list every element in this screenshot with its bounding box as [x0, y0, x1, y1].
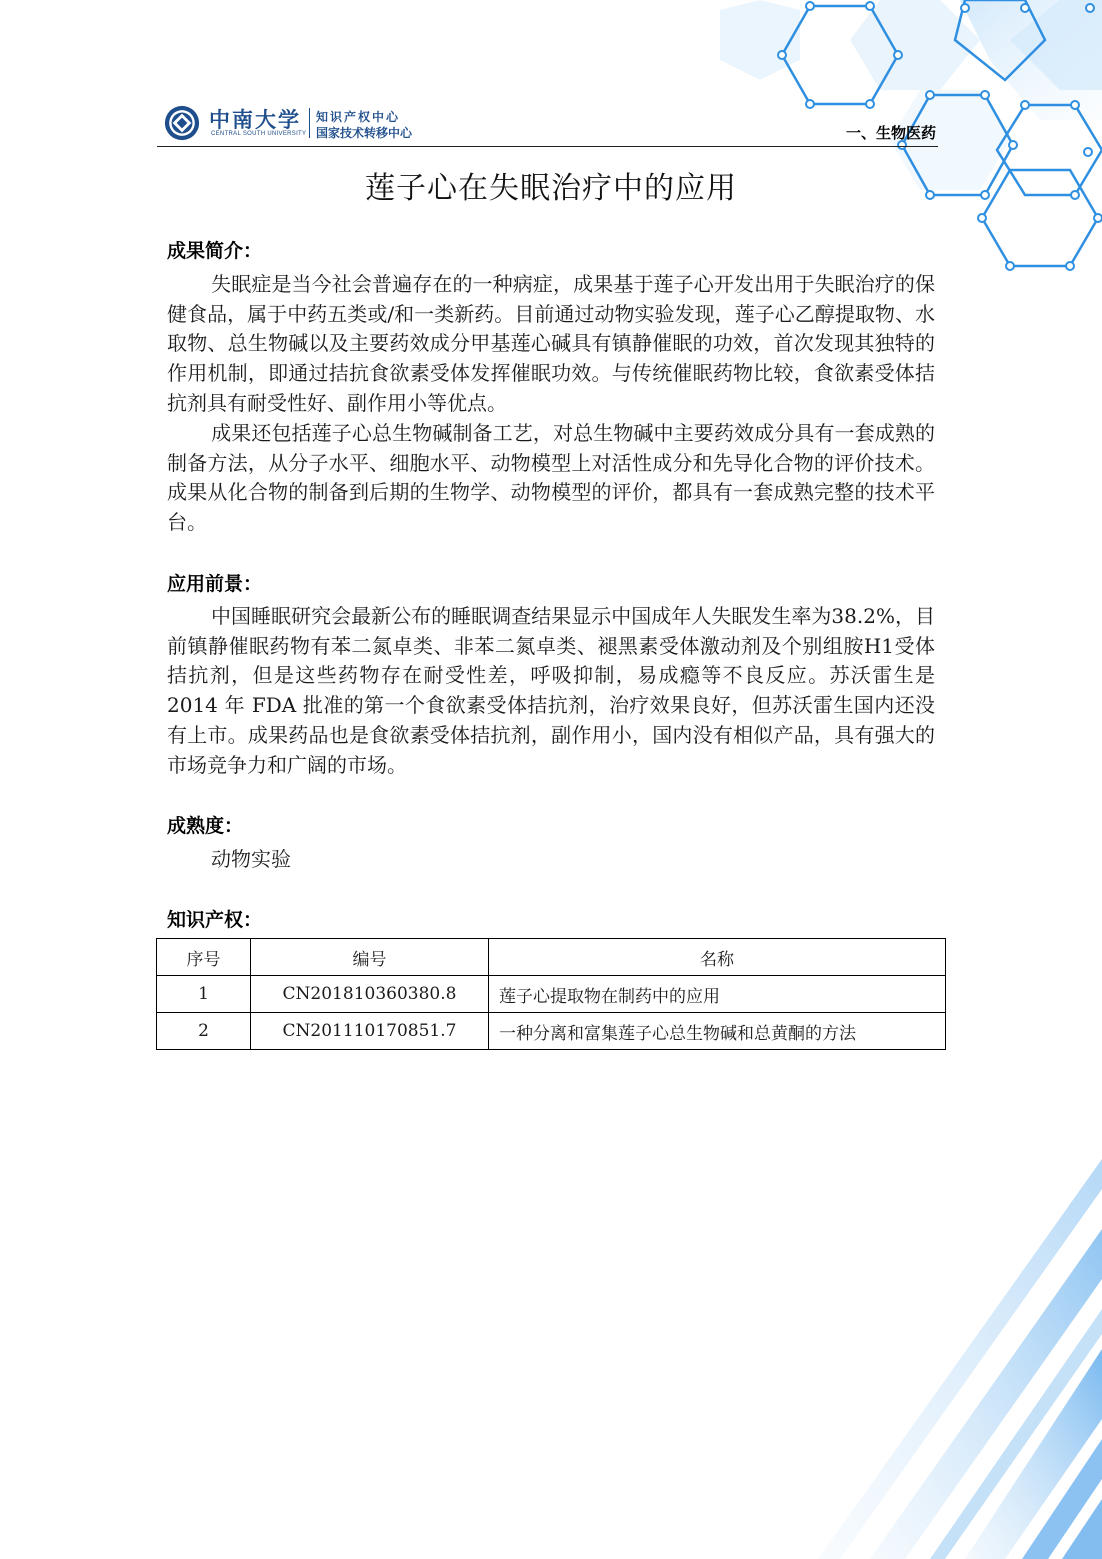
- cell-index: 1: [157, 976, 251, 1013]
- summary-heading: 成果简介：: [167, 240, 263, 262]
- cell-patent-name: 莲子心提取物在制药中的应用: [489, 976, 946, 1013]
- summary-paragraph: 失眠症是当今社会普遍存在的一种病症，成果基于莲子心开发出用于失眠治疗的保健食品，属于中药五类或/和一类新药。目前通过动物实验发现，莲子心乙醇提取物、水取物、总生物碱以及主要药效成分甲基莲心碱具有镇静催眠的功效，首次发现其独特的作用机制，即通过拮抗食欲素受体发挥催眠功效。与传统催眠药物比较，食欲素受体拮抗剂具有耐受性好、副作用小等优点。: [167, 272, 935, 415]
- section-category: 一、生物医药: [845, 124, 936, 142]
- cell-patent-number: CN201810360380.8: [251, 976, 489, 1013]
- header-divider: [157, 146, 938, 147]
- prospect-heading: 应用前景：: [167, 573, 263, 595]
- cell-index: 2: [157, 1013, 251, 1050]
- document-title: 莲子心在失眠治疗中的应用: [365, 171, 737, 206]
- logo-divider: [309, 108, 310, 138]
- diagonal-stripes-decoration: [0, 1159, 1102, 1559]
- summary-paragraph: 成果还包括莲子心总生物碱制备工艺，对总生物碱中主要药效成分具有一套成熟的制备方法，从分子水平、细胞水平、动物模型上对活性成分和先导化合物的评价技术。成果从化合物的制备到后期的生物学、动物模型的评价，都具有一套成熟完整的技术平台。: [167, 421, 935, 535]
- university-name-cn: 中南大学: [209, 108, 301, 132]
- department-subname: 国家技术转移中心: [316, 126, 413, 140]
- column-header-name: 名称: [489, 939, 946, 976]
- maturity-value: 动物实验: [211, 847, 291, 871]
- column-header-number: 编号: [251, 939, 489, 976]
- department-name: 知识产权中心: [316, 110, 401, 124]
- ip-heading: 知识产权：: [167, 909, 263, 931]
- university-name-en: CENTRAL SOUTH UNIVERSITY: [211, 131, 307, 137]
- page-header: [157, 100, 938, 146]
- column-header-index: 序号: [157, 939, 251, 976]
- ip-table: [156, 938, 946, 1050]
- prospect-paragraph: 中国睡眠研究会最新公布的睡眠调查结果显示中国成年人失眠发生率为38.2%，目前镇静催眠药物有苯二氮卓类、非苯二氮卓类、褪黑素受体激动剂及个别组胺H1受体拮抗剂，但是这些药物存在耐受性差，呼吸抑制，易成瘾等不良反应。苏沃雷生是 2014 年 FDA 批准的第一个食欲素受体拮抗剂，治疗效果良好，但苏沃雷生国内还没有上市。成果药品也是食欲素受体拮抗剂，副作用小，国内没有相似产品，具有强大的市场竞争力和广阔的市场。: [167, 604, 935, 777]
- university-emblem-icon: [163, 104, 201, 142]
- cell-patent-number: CN201110170851.7: [251, 1013, 489, 1050]
- maturity-heading: 成熟度：: [167, 815, 244, 837]
- table-row: [157, 1013, 946, 1050]
- table-row: [157, 976, 946, 1013]
- table-header-row: [157, 939, 946, 976]
- cell-patent-name: 一种分离和富集莲子心总生物碱和总黄酮的方法: [489, 1013, 946, 1050]
- hexagon-pattern-decoration: [0, 0, 1102, 300]
